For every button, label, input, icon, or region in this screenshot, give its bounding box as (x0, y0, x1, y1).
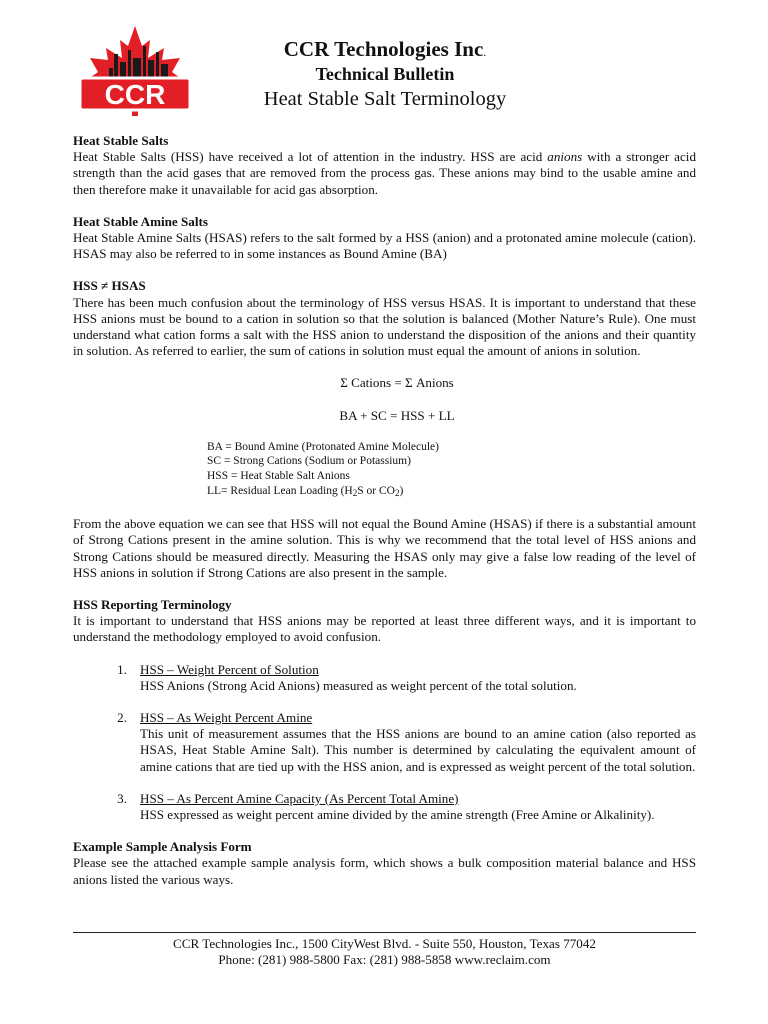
footer-divider (73, 932, 696, 933)
section-text-hsas: Heat Stable Amine Salts (HSAS) refers to the salt formed by a HSS (anion) and a protonated amine molecule (cation). HSAS may also be referred to in some instances as Bound Amine (BA) (73, 230, 696, 262)
company-name: CCR Technologies Inc. (283, 37, 487, 61)
equation-sum: Σ Cations = Σ Anions (340, 375, 454, 391)
section-heading-hss: Heat Stable Salts (73, 133, 169, 148)
section-text-example: Please see the attached example sample analysis form, which shows a bulk composition material balance and HSS anions listed the various ways. (73, 855, 696, 887)
section-heading-hsas: Heat Stable Amine Salts (73, 213, 208, 229)
reporting-methods-list (73, 662, 696, 824)
equation-balance: BA + SC = HSS + LL (339, 407, 455, 423)
list-item: 1. HSS – Weight Percent of Solution HSS Anions (Strong Acid Anions) measured as weight percent of the total solution. (73, 662, 696, 694)
list-item-text: HSS expressed as weight percent amine divided by the amine strength (Free Amine or Alkalinity). (140, 807, 655, 823)
section-text-equation-explanation: From the above equation we can see that HSS will not equal the Bound Amine (HSAS) if there is a substantial amount of Strong Cations present in the amine solution. This is why we recommend that the total level of HSS anions and Strong Cations should be measured directly. Measuring the HSAS only may give a false low reading of the level of HSS anions in solution if Strong Cations are also present in the sample. (73, 516, 696, 580)
list-item: 2. HSS – As Weight Percent Amine This unit of measurement assumes that the HSS anions are bound to an amine cation (also reported as HSAS, Heat Stable Amine Salt). This number is determined by calculating the equivalent amount of amine cations that are tied up with the HSS anion, and is expressed as weight percent of the total solution. (117, 710, 696, 774)
list-item-title: HSS – As Percent Amine Capacity (As Percent Total Amine) (140, 790, 459, 806)
document-title: Heat Stable Salt Terminology (263, 88, 507, 110)
legend-sc: SC = Strong Cations (Sodium or Potassium) (207, 455, 411, 468)
list-item-text: This unit of measurement assumes that the HSS anions are bound to an amine cation (also reported as HSAS, Heat Stable Amine Salt). This number is determined by calculating the equivalent amount of amine cations that are tied up with the HSS anion, and is expressed as weight percent of the total solution. (140, 726, 696, 774)
section-text-hss: Heat Stable Salts (HSS) have received a lot of attention in the industry. HSS are acid anions with a stronger acid strength than the acid gases that are removed from the process gas. These anions may bind to the usable amine and then therefore make it unavailable for acid gas absorption. (73, 149, 696, 197)
legend-ba: BA = Bound Amine (Protonated Amine Molecule) (207, 440, 439, 453)
legend-hss: HSS = Heat Stable Salt Anions (207, 470, 350, 483)
list-item-title: HSS – As Weight Percent Amine (140, 710, 313, 726)
list-item-text: HSS Anions (Strong Acid Anions) measured as weight percent of the total solution. (140, 677, 577, 693)
legend-ll: LL= Residual Lean Loading ($H_2S$ or $CO_2$) (207, 484, 404, 498)
section-heading-example: Example Sample Analysis Form (73, 839, 252, 855)
ccr-logo (76, 22, 194, 122)
footer-address: CCR Technologies Inc., 1500 CityWest Blvd. - Suite 550, Houston, Texas 77042 (173, 936, 596, 951)
list-item-title: HSS – Weight Percent of Solution (140, 661, 319, 677)
list-item: 3. HSS – As Percent Amine Capacity (As Percent Total Amine) HSS expressed as weight percent amine divided by the amine strength (Free Amine or Alkalinity). (73, 791, 696, 823)
footer-contact: Phone: (281) 988-5800 Fax: (281) 988-5858 www.reclaim.com (218, 952, 551, 967)
bulletin-label: Technical Bulletin (315, 64, 455, 84)
bulletin-body (73, 133, 696, 888)
logo-text: CCR (104, 79, 166, 110)
equation-legend (73, 440, 696, 500)
section-heading-hss-neq-hsas: HSS ≠ HSAS (73, 278, 146, 294)
section-heading-reporting: HSS Reporting Terminology (73, 597, 232, 613)
section-text-reporting: It is important to understand that HSS anions may be reported at least three different ways, and it is important to understand the methodology employed to avoid confusion. (73, 613, 696, 645)
section-text-hss-neq-hsas: There has been much confusion about the terminology of HSS versus HSAS. It is important to understand that these HSS anions must be bound to a cation in solution so that the solution is balanced (Mother Nature’s Rule). One must understand what cation forms a salt with the HSS anion to understand the disposition of the anions and their quantity in solution. As referred to earlier, the sum of cations in solution must equal the amount of anions in solution. (73, 294, 696, 359)
